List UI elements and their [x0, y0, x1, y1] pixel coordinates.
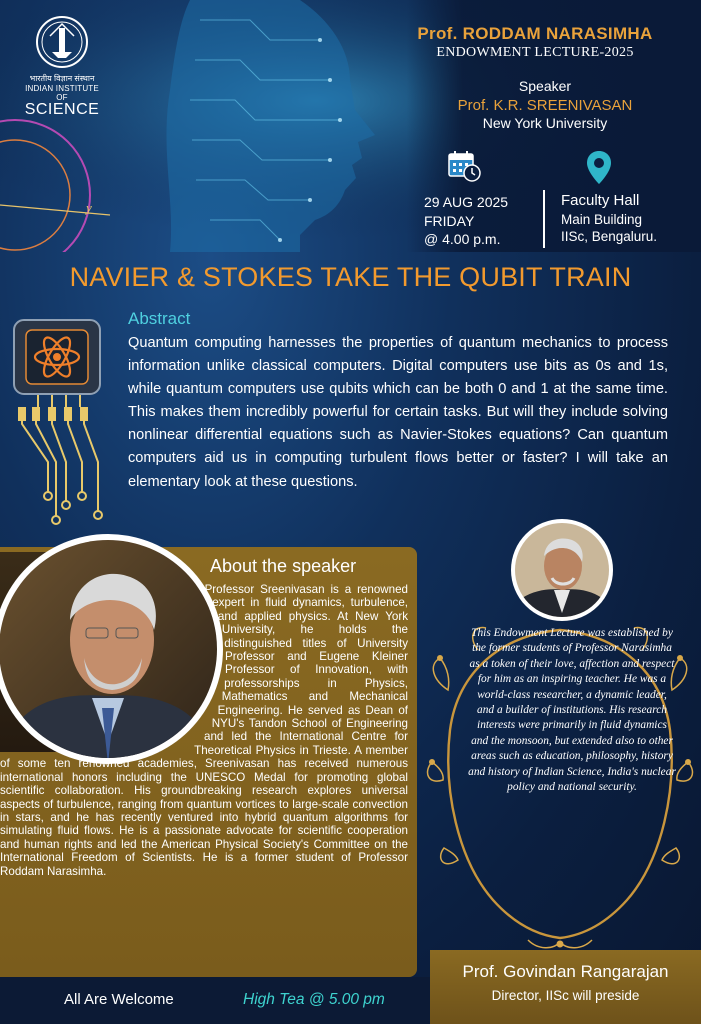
lecture-subtitle: ENDOWMENT LECTURE-2025 — [436, 45, 634, 60]
event-date: 29 AUG 2025 — [424, 194, 509, 210]
lecture-name: Prof. RODDAM NARASIMHA — [417, 24, 653, 43]
presider-name: Prof. Govindan Rangarajan — [462, 962, 669, 981]
event-day: FRIDAY — [424, 212, 475, 229]
about-body-wrapper — [0, 583, 408, 878]
event-divider — [543, 190, 545, 248]
iisc-emblem-icon — [22, 14, 102, 70]
narasimha-portrait — [510, 518, 614, 622]
calendar-clock-icon — [447, 149, 481, 183]
abstract-body: Quantum computing harnesses the properties of quantum mechanics to process information unlike classical computers. Digital computers use bits as 0s and 1s, while quantum computers use qubits which can be both 0 and 1 at the same time. This makes them incredibly powerful for certain tasks. But will they include solving nonlinear differential equations such as Navier-Stokes equations? Can quantum computers aid us in computing turbulent flows better or faster? I will take an elementary look at these questions. — [128, 335, 668, 490]
venue-line3: IISc, Bengaluru. — [561, 229, 658, 244]
tribute-text: This Endowment Lecture was established by the former students of Professor Narasimha as a token of their love, affection and respect for him as an inspiring teacher. He was a world-class researcher, a dynamic leader, and a builder of institutions. His research interests were primarily in fluid dynamics and the monsoon, but extended also to other areas such as education, philosophy, history and history of Indian Science, India's nuclear policy and national security. — [468, 627, 676, 794]
lecture-title: NAVIER & STOKES TAKE THE QUBIT TRAIN — [69, 262, 632, 292]
speaker-affiliation: New York University — [482, 115, 608, 131]
welcome-text: All Are Welcome — [64, 991, 174, 1008]
speaker-label: Speaker — [518, 78, 572, 94]
quantum-chip-icon — [8, 312, 120, 526]
map-pin-icon — [586, 150, 612, 186]
venue-name: Faculty Hall — [561, 192, 640, 209]
event-time: @ 4.00 p.m. — [424, 231, 501, 247]
speaker-name: Prof. K.R. SREENIVASAN — [457, 97, 633, 114]
event-venue — [561, 191, 691, 245]
about-body: Professor Sreenivasan is a renowned expert in fluid dynamics, turbulence, and applied physics. At New York University, he holds the distinguished titles of University Professor and Eugene Kleiner Professor of Innovation, with professorships in Physics, Mathematics and Mechanical Engineering. He served as Dean of NYU's Tandon School of Engineering and led the International Centre for Theoretical Physics in Trieste. A member of some ten renowned academies, Sreenivasan has received numerous international honors including the UNESCO Medal for promoting global scientific collaboration. His groundbreaking research explores universal aspects of turbulence, ranging from quantum vortices to large-scale convection in stars, and he has recently ventured into hybrid quantum algorithms for simulating fluid flows. He is a passionate advocate for scientific cooperation and human rights and led the American Physical Society's Committee on the International Freedom of Scientists. He is a former student of Professor Roddam Narasimha. — [0, 583, 408, 878]
bio-photo-spacer — [0, 583, 225, 755]
logo-line2: SCIENCE — [24, 101, 100, 118]
venue-line2: Main Building — [561, 212, 643, 227]
lecture-header — [400, 24, 670, 61]
event-datetime — [424, 193, 544, 249]
presider-role: Director, IISc will preside — [491, 988, 640, 1003]
logo-hindi-name: भारतीय विज्ञान संस्थान — [29, 74, 95, 83]
high-tea-text: High Tea @ 5.00 pm — [243, 991, 385, 1008]
speaker-block — [430, 78, 660, 131]
logo-line1: INDIAN INSTITUTE OF — [25, 84, 99, 102]
abstract-heading: Abstract — [128, 309, 191, 328]
about-heading: About the speaker — [210, 556, 357, 576]
iisc-logo — [22, 14, 102, 118]
